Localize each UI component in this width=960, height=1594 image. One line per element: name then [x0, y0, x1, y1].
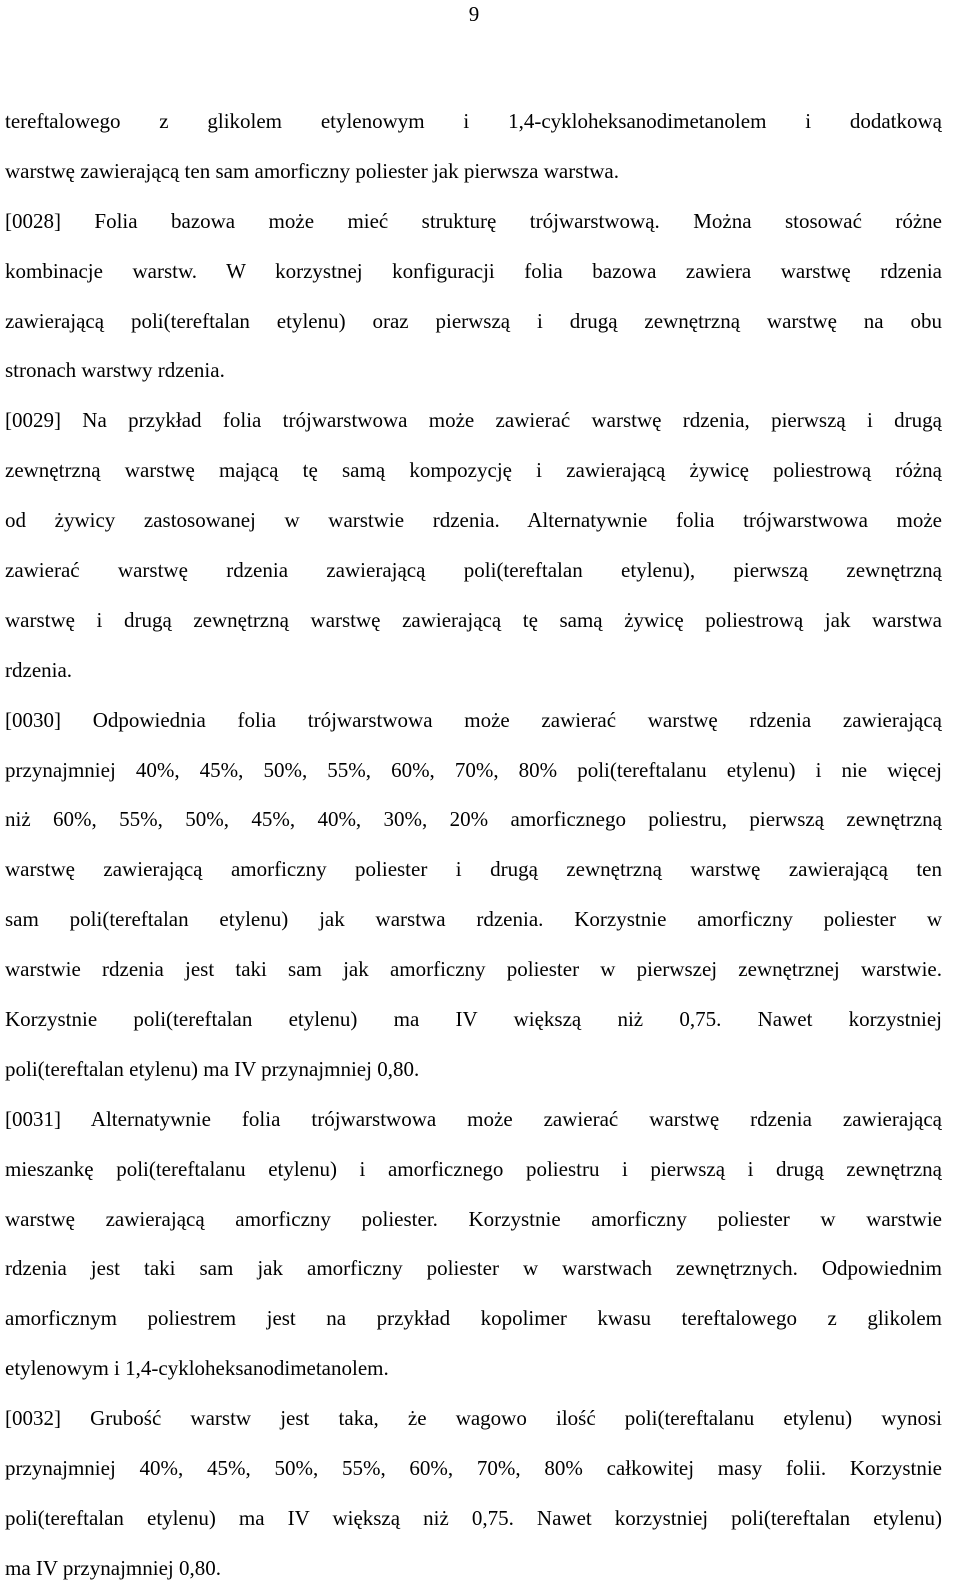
text-line: etylenowym i 1,4-cykloheksanodimetanolem.: [5, 1356, 389, 1381]
text-line: przynajmniej 40%, 45%, 50%, 55%, 60%, 70%, 80% całkowitej masy folii. Korzystnie: [5, 1456, 942, 1481]
text-line: mieszankę poli(tereftalanu etylenu) i amorficznego poliestru i pierwszą i drugą zewnętrzną: [5, 1156, 942, 1181]
text-line: zewnętrzną warstwę mającą tę samą kompozycję i zawierającą żywicę poliestrową różną: [5, 458, 942, 483]
text-line: warstwę zawierającą amorficzny poliester. Korzystnie amorficzny poliester w warstwie: [5, 1206, 942, 1231]
text-line: warstwę zawierającą amorficzny poliester i drugą zewnętrzną warstwę zawierającą ten: [5, 857, 942, 882]
text-line: [0032] Grubość warstw jest taka, że wagowo ilość poli(tereftalanu etylenu) wynosi: [5, 1406, 942, 1431]
text-line: przynajmniej 40%, 45%, 50%, 55%, 60%, 70%, 80% poli(tereftalanu etylenu) i nie więcej: [5, 757, 942, 782]
text-line: zawierać warstwę rdzenia zawierającą poli(tereftalan etylenu), pierwszą zewnętrzną: [5, 558, 942, 583]
text-line: zawierającą poli(tereftalan etylenu) oraz pierwszą i drugą zewnętrzną warstwę na obu: [5, 308, 942, 333]
text-line: stronach warstwy rdzenia.: [5, 358, 225, 383]
text-line: [0029] Na przykład folia trójwarstwowa może zawierać warstwę rdzenia, pierwszą i drugą: [5, 408, 942, 433]
text-line: poli(tereftalan etylenu) ma IV przynajmniej 0,80.: [5, 1056, 420, 1081]
text-line: amorficznym poliestrem jest na przykład kopolimer kwasu tereftalowego z glikolem: [5, 1306, 942, 1331]
text-line: warstwę i drugą zewnętrzną warstwę zawierającą tę samą żywicę poliestrową jak warstwa: [5, 607, 942, 632]
text-line: [0028] Folia bazowa może mieć strukturę trójwarstwową. Można stosować różne: [5, 208, 942, 233]
text-line: tereftalowego z glikolem etylenowym i 1,4-cykloheksanodimetanolem i dodatkową: [5, 109, 942, 133]
text-line: rdzenia jest taki sam jak amorficzny poliester w warstwach zewnętrznych. Odpowiednim: [5, 1256, 942, 1281]
text-line: od żywicy zastosowanej w warstwie rdzenia. Alternatywnie folia trójwarstwowa może: [5, 508, 942, 533]
page-number: 9: [468, 2, 480, 26]
text-line: ma IV przynajmniej 0,80.: [5, 1555, 221, 1580]
text-line: poli(tereftalan etylenu) ma IV większą niż 0,75. Nawet korzystniej poli(tereftalan etylenu): [5, 1505, 942, 1530]
text-line: kombinacje warstw. W korzystnej konfiguracji folia bazowa zawiera warstwę rdzenia: [5, 258, 942, 283]
text-line: sam poli(tereftalan etylenu) jak warstwa rdzenia. Korzystnie amorficzny poliester w: [5, 907, 942, 932]
text-line: Korzystnie poli(tereftalan etylenu) ma IV większą niż 0,75. Nawet korzystniej: [5, 1007, 942, 1032]
body-text: [5, 97, 942, 1594]
text-line: warstwę zawierającą ten sam amorficzny poliester jak pierwsza warstwa.: [5, 158, 619, 183]
text-line: warstwie rdzenia jest taki sam jak amorficzny poliester w pierwszej zewnętrznej warstwie.: [5, 957, 942, 982]
text-line: rdzenia.: [5, 657, 73, 682]
text-line: [0030] Odpowiednia folia trójwarstwowa może zawierać warstwę rdzenia zawierającą: [5, 707, 942, 732]
text-line: [0031] Alternatywnie folia trójwarstwowa może zawierać warstwę rdzenia zawierającą: [5, 1106, 942, 1131]
text-line: niż 60%, 55%, 50%, 45%, 40%, 30%, 20% amorficznego poliestru, pierwszą zewnętrzną: [5, 807, 942, 832]
